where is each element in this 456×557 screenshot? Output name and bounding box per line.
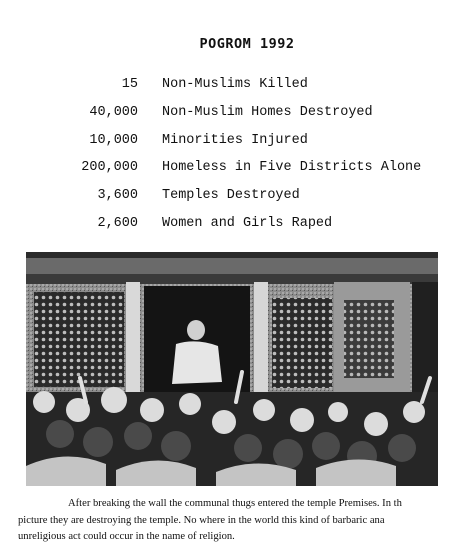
stat-row	[0, 133, 456, 161]
stat-label: Non-Muslim Homes Destroyed	[162, 104, 373, 120]
stat-value: 2,600	[97, 215, 138, 231]
stat-label: Homeless in Five Districts Alone	[162, 160, 422, 176]
stat-label: Women and Girls Raped	[162, 215, 333, 231]
stat-value: 15	[121, 77, 138, 92]
stat-value: 3,600	[97, 188, 138, 204]
statistics-list	[0, 77, 456, 244]
stat-value: 10,000	[89, 132, 138, 148]
stat-row	[0, 216, 456, 244]
stat-row	[0, 188, 456, 216]
stat-value: 200,000	[81, 160, 138, 176]
stat-label: Non-Muslims Killed	[162, 77, 308, 92]
stat-row	[0, 77, 456, 105]
news-photograph	[26, 252, 438, 486]
stat-label: Minorities Injured	[162, 132, 308, 148]
caption-line: After breaking the wall the communal thugs entered the temple Premises. In th	[68, 498, 402, 509]
stat-label: Temples Destroyed	[162, 188, 300, 204]
stat-value: 40,000	[89, 104, 138, 120]
page-title: POGROM 1992	[199, 36, 295, 52]
photo-caption	[18, 496, 448, 546]
caption-line: picture they are destroying the temple. No where in the world this kind of barbaric ana	[18, 514, 385, 526]
caption-line: unreligious act could occur in the name of religion.	[18, 531, 235, 542]
stat-row	[0, 160, 456, 188]
stat-row	[0, 105, 456, 133]
